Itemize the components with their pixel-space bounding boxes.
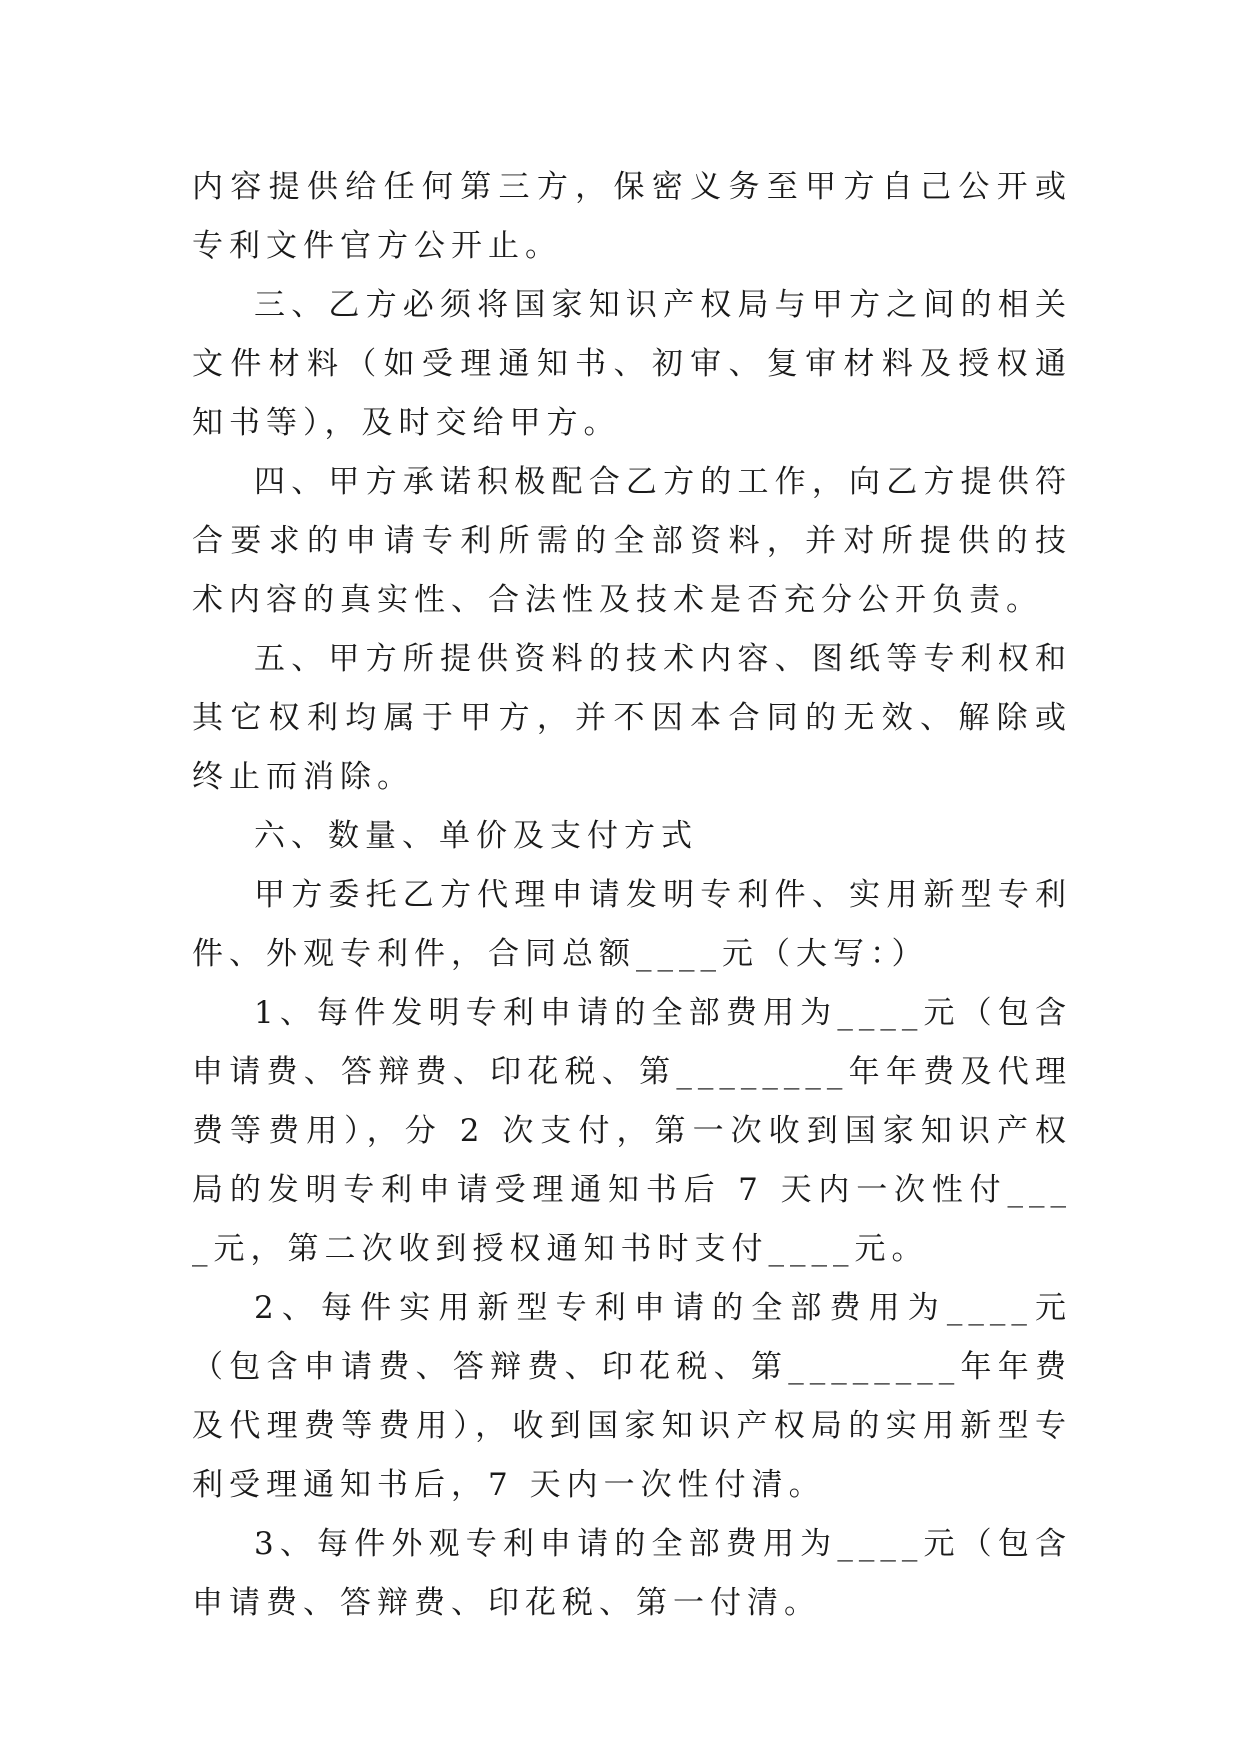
paragraph-confidentiality-continued: 内容提供给任何第三方，保密义务至甲方自己公开或专利文件官方公开止。 — [192, 169, 1072, 264]
document-body — [192, 158, 1072, 1633]
paragraph-clause-4: 四、甲方承诺积极配合乙方的工作，向乙方提供符合要求的申请专利所需的全部资料，并对所提供的技术内容的真实性、合法性及技术是否充分公开负责。 — [192, 464, 1072, 618]
paragraph-clause-5: 五、甲方所提供资料的技术内容、图纸等专利权和其它权利均属于甲方，并不因本合同的无效、解除或终止而消除。 — [192, 641, 1072, 795]
paragraph-clause-6-intro: 甲方委托乙方代理申请发明专利件、实用新型专利件、外观专利件，合同总额____元（大写：） — [192, 877, 1072, 972]
paragraph-item-2-utility: 2、每件实用新型专利申请的全部费用为____元（包含申请费、答辩费、印花税、第________年年费及代理费等费用），收到国家知识产权局的实用新型专利受理通知书后，7 天内一次性付清。 — [192, 1290, 1072, 1503]
paragraph-item-3-design: 3、每件外观专利申请的全部费用为____元（包含申请费、答辩费、印花税、第一付清。 — [192, 1526, 1072, 1621]
section-heading-payment: 六、数量、单价及支付方式 — [254, 818, 698, 854]
paragraph-item-1-invention: 1、每件发明专利申请的全部费用为____元（包含申请费、答辩费、印花税、第________年年费及代理费等费用），分 2 次支付，第一次收到国家知识产权局的发明专利申请受理通知书后 7 天内一次性付____元，第二次收到授权通知书时支付____元。 — [192, 995, 1072, 1267]
paragraph-clause-3: 三、乙方必须将国家知识产权局与甲方之间的相关文件材料（如受理通知书、初审、复审材料及授权通知书等），及时交给甲方。 — [192, 287, 1072, 441]
